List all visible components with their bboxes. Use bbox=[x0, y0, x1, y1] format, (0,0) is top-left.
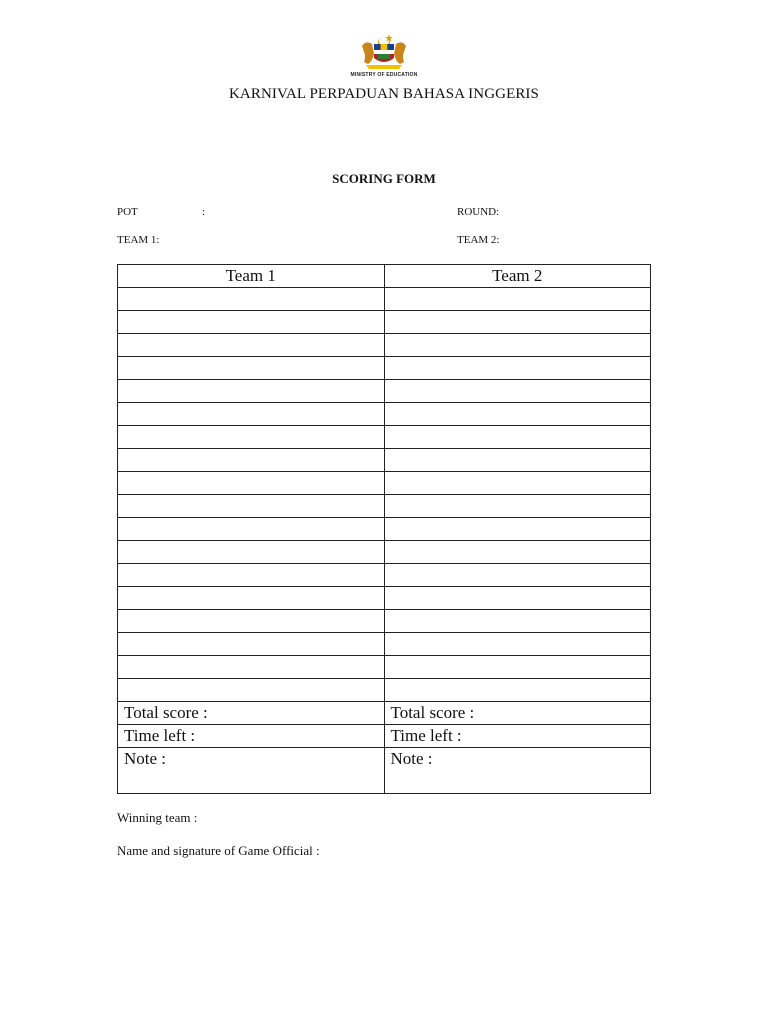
table-row bbox=[118, 495, 651, 518]
logo-caption: MINISTRY OF EDUCATION bbox=[350, 72, 418, 78]
team1-score-cell[interactable] bbox=[118, 518, 385, 541]
team2-label: TEAM 2: bbox=[457, 234, 500, 246]
team2-note: Note : bbox=[384, 748, 651, 794]
team1-note: Note : bbox=[118, 748, 385, 794]
team1-score-cell[interactable] bbox=[118, 426, 385, 449]
team1-score-cell[interactable] bbox=[118, 610, 385, 633]
team1-score-cell[interactable] bbox=[118, 495, 385, 518]
team2-score-cell[interactable] bbox=[384, 679, 651, 702]
team2-score-cell[interactable] bbox=[384, 518, 651, 541]
team1-time-left: Time left : bbox=[118, 725, 385, 748]
table-row bbox=[118, 380, 651, 403]
round-label: ROUND: bbox=[457, 206, 500, 218]
event-title: KARNIVAL PERPADUAN BAHASA INGGERIS bbox=[229, 86, 539, 102]
team2-score-cell[interactable] bbox=[384, 564, 651, 587]
team1-total-score: Total score : bbox=[118, 702, 385, 725]
table-row bbox=[118, 334, 651, 357]
table-row bbox=[118, 449, 651, 472]
table-row bbox=[118, 679, 651, 702]
time-left-row bbox=[118, 725, 651, 748]
team2-score-cell[interactable] bbox=[384, 495, 651, 518]
table-row bbox=[118, 518, 651, 541]
team1-score-cell[interactable] bbox=[118, 541, 385, 564]
team1-score-cell[interactable] bbox=[118, 380, 385, 403]
table-row bbox=[118, 472, 651, 495]
team1-score-cell[interactable] bbox=[118, 472, 385, 495]
team2-score-cell[interactable] bbox=[384, 633, 651, 656]
team2-score-cell[interactable] bbox=[384, 472, 651, 495]
scoring-table bbox=[117, 264, 651, 794]
team1-score-cell[interactable] bbox=[118, 311, 385, 334]
team2-score-cell[interactable] bbox=[384, 449, 651, 472]
team1-score-cell[interactable] bbox=[118, 288, 385, 311]
team2-score-cell[interactable] bbox=[384, 357, 651, 380]
team1-score-cell[interactable] bbox=[118, 334, 385, 357]
team2-score-cell[interactable] bbox=[384, 380, 651, 403]
team2-score-cell[interactable] bbox=[384, 288, 651, 311]
team2-score-cell[interactable] bbox=[384, 311, 651, 334]
team2-column-header: Team 2 bbox=[384, 265, 651, 288]
table-row bbox=[118, 633, 651, 656]
pot-colon: : bbox=[202, 206, 206, 218]
table-row bbox=[118, 587, 651, 610]
team2-score-cell[interactable] bbox=[384, 656, 651, 679]
team1-score-cell[interactable] bbox=[118, 679, 385, 702]
table-header-row bbox=[118, 265, 651, 288]
team1-score-cell[interactable] bbox=[118, 564, 385, 587]
team1-score-cell[interactable] bbox=[118, 357, 385, 380]
team1-score-cell[interactable] bbox=[118, 449, 385, 472]
team2-total-score: Total score : bbox=[384, 702, 651, 725]
team2-score-cell[interactable] bbox=[384, 403, 651, 426]
table-row bbox=[118, 656, 651, 679]
pot-label: POT bbox=[117, 206, 138, 218]
total-score-row bbox=[118, 702, 651, 725]
table-row bbox=[118, 288, 651, 311]
team1-score-cell[interactable] bbox=[118, 633, 385, 656]
table-row bbox=[118, 610, 651, 633]
table-row bbox=[118, 564, 651, 587]
team1-label: TEAM 1: bbox=[117, 234, 160, 246]
table-row bbox=[118, 357, 651, 380]
team2-score-cell[interactable] bbox=[384, 334, 651, 357]
team2-score-cell[interactable] bbox=[384, 610, 651, 633]
score-rows bbox=[118, 288, 651, 794]
team1-column-header: Team 1 bbox=[118, 265, 385, 288]
team2-score-cell[interactable] bbox=[384, 541, 651, 564]
note-row bbox=[118, 748, 651, 794]
winning-team-label: Winning team : bbox=[117, 810, 198, 825]
team2-score-cell[interactable] bbox=[384, 587, 651, 610]
form-title: SCORING FORM bbox=[332, 171, 436, 186]
team1-score-cell[interactable] bbox=[118, 656, 385, 679]
table-row bbox=[118, 403, 651, 426]
game-official-signature-label: Name and signature of Game Official : bbox=[117, 843, 320, 858]
team2-time-left: Time left : bbox=[384, 725, 651, 748]
table-row bbox=[118, 426, 651, 449]
team2-score-cell[interactable] bbox=[384, 426, 651, 449]
team1-score-cell[interactable] bbox=[118, 587, 385, 610]
team1-score-cell[interactable] bbox=[118, 403, 385, 426]
table-row bbox=[118, 541, 651, 564]
table-row bbox=[118, 311, 651, 334]
